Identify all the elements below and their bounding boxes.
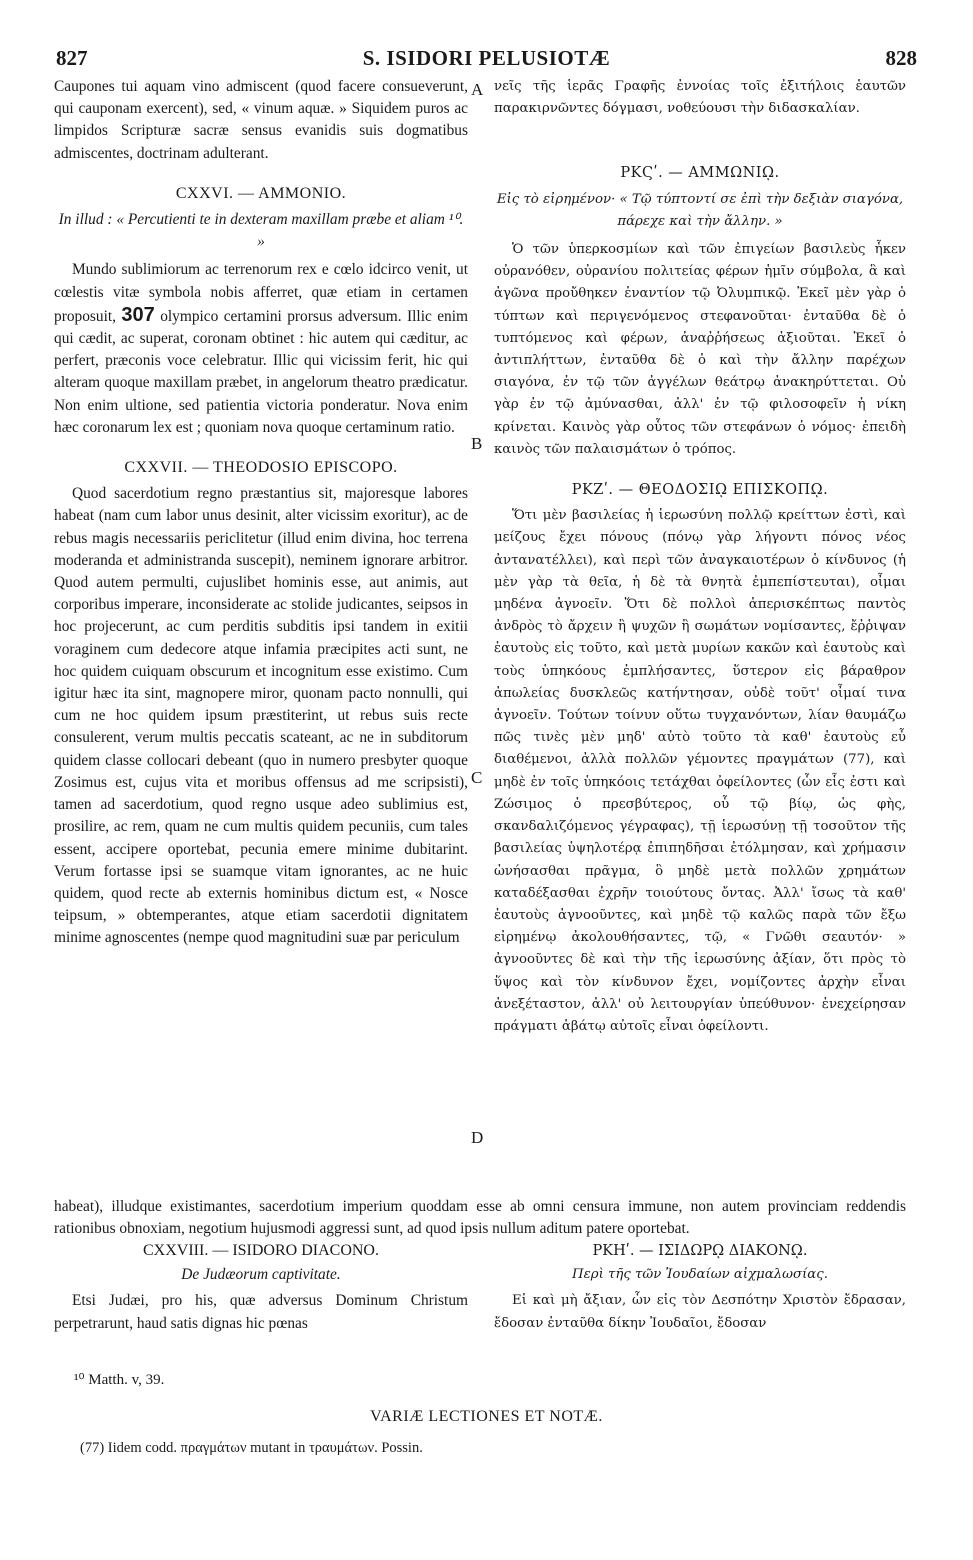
latin-paragraph-128: Etsi Judæi, pro his, quæ adversus Dominum Christum perpetrarunt, haud satis dignas hic pœnas xyxy=(54,1292,468,1332)
running-head xyxy=(56,46,917,72)
latin-heading-126: CXXVI. — AMMONIO. xyxy=(175,184,347,202)
full-width-paragraph: habeat), illudque existimantes, sacerdotium imperium quoddam esse ab omni censura immune, non autem provinciam reddendis rationibus obnoxiam, negotium hujusmodi aggressi sunt, ad quod ipsis nullum aditum patere oportebat. xyxy=(54,1198,906,1238)
varia-heading: VARIÆ LECTIONES ET NOTÆ. xyxy=(370,1408,603,1425)
latin-paragraph-126-part-b: olympico certamini prorsus adversum. Illic enim qui cædit, ac superat, coronam obtinet : hic autem qui cæditur, ac perfert, præconis voce celebratur. Illic qui vicissim ferit, hic qui alteram quoque maxillam præbet, in angelorum theatro prædicatur. Non enim ultione, sed patientia victoria ponderatur. Nova enim hæc coronarum lex est ; quoniam nova quoque certaminum ratio. xyxy=(54,307,468,436)
margin-letter-a: A xyxy=(471,80,484,99)
greek-column xyxy=(494,76,906,1194)
latin-column xyxy=(54,76,468,1194)
column-number-307: 307 xyxy=(121,303,155,326)
latin-letter-128 xyxy=(54,1240,468,1335)
latin-paragraph-126-part-a: Mundo sublimiorum ac terrenorum rex e cœlo idcirco venit, ut cœlestis vitæ symbola nobis afferret, quæ etiam in certamen proposuit, xyxy=(54,261,468,325)
latin-paragraph-126 xyxy=(54,259,468,439)
margin-letter-b: B xyxy=(471,434,483,453)
greek-paragraph-127: Ὅτι μὲν βασιλείας ἡ ἱερωσύνη πολλῷ κρείττων ἐστὶ, καὶ μείζους ἔχει πόνους (πόνῳ γὰρ λήγοντι πόνος νέος ἀντανατέλλει), καὶ περὶ τῶν ἀναγκαιοτέρων ὁ κίνδυνος (ἡ μὲν γὰρ τὰ θεῖα, ἡ δὲ τὰ θνητὰ ἐμπεπίστευται), οἶμαι μηδένα ἀγνοεῖν. Ὅτι δὲ πολλοὶ ἀπερισκέπτως παντὸς ἀνδρὸς τὸ ἄρχειν ἢ ψυχῶν ἢ σωμάτων νομίσαντες, ἔῤῥιψαν ἑαυτοὺς εἰς τοῦτο, καὶ μετὰ μυρίων κακῶν καὶ ἑαυτοὺς καὶ τοὺς ὑπηκόους ἐμπλήσαντες, ὕστερον εἰς βάραθρον ἀπωλείας δυσκλεῶς κατήντησαν, οὐδὲ τοῦτ' οἶμαί τινα ἀγνοεῖν. Τούτων τοίνυν οὕτω τυγχανόντων, λίαν θαυμάζω πῶς τινὲς μὲν μηδ' αὐτὸ τοῦτο τὰ καθ' ἑαυτοὺς εὖ διαθέμενοι, ἀλλὰ πολλῶν γέμοντες πραγμάτων (77), καὶ μηδὲ ἐν τοῖς ὑπηκόοις τετάχθαι ὀφείλοντες (ὧν εἷς ἐστι καὶ Ζώσιμος ὁ πρεσβύτερος, οὗ τῷ βίῳ, ὡς φὴς, σκανδαλιζόμενος γέγραφας), τῇ ἱερωσύνῃ τῇ τοσοῦτον τῆς βασιλείας ὑψηλοτέρᾳ ἐπιπηδῆσαι ἐτόλμησαν, καὶ χρήμασιν ὠνήσασθαι πρᾶγμα, ὃ μηδὲ μετὰ πολλῶν χρημάτων καταδέξασθαι ἐχρῆν τοιούτους ὄντας. Ἀλλ' ἴσως τὰ καθ' ἑαυτοὺς ἀγνοοῦντες, καὶ μηδὲ τῷ καλῶς παρὰ τῶν ἔξω εἰρημένῳ ἀκολουθήσαντες, τῷ, « Γνῶθι σεαυτόν· » ἀγνοοῦντες δὲ καὶ τὴν τῆς ἱερωσύνης ἀξίαν, ὅτι πρὸς τὸ ὕψος καὶ τὸν κίνδυνον ἔχει, νομίζοντες ἀρχὴν εἶναι ἀνεξέταστον, ἀλλ' οὐ λειτουργίαν ὑπεύθυνον· ἐνεχείρησαν πράγματι ἀβάτῳ αὐτοῖς εἶναι ὀφείλοντι. xyxy=(494,508,906,1034)
margin-letter-c: C xyxy=(471,768,483,787)
greek-subtitle-128: Περὶ τῆς τῶν Ἰουδαίων αἰχμαλωσίας. xyxy=(572,1267,828,1283)
footnote: ¹⁰ Matth. v, 39. xyxy=(74,1372,165,1388)
page-number-right: 828 xyxy=(885,46,917,70)
latin-heading-127: CXXVII. — THEODOSIO EPISCOPO. xyxy=(124,459,398,477)
greek-paragraph-128: Εἰ καὶ μὴ ἄξιαν, ὧν εἰς τὸν Δεσπότην Χριστὸν ἔδρασαν, ἔδοσαν ἐνταῦθα δίκην Ἰουδαῖοι, ἔδοσαν xyxy=(494,1293,906,1331)
greek-title-126: Εἰς τὸ εἰρημένον· « Τῷ τύπτοντί σε ἐπὶ τὴν δεξιὰν σιαγόνα, πάρεχε καὶ τὴν ἄλλην. » xyxy=(496,191,904,229)
greek-heading-127: ΡΚΖʹ. — ΘΕΟΔΟΣΙῼ ΕΠΙΣΚΟΠῼ. xyxy=(571,482,829,499)
greek-letter-128 xyxy=(494,1240,906,1335)
page-number-left: 827 xyxy=(56,46,88,70)
latin-paragraph-127: Quod sacerdotium regno præstantius sit, majoresque labores habeat (nam cum labor unus desinit, alter vicissim exoritur), ac de rebus magis necessariis periclitetur (illud enim divina, hoc terrena moderanda et administranda suscepit), neminem ignorare arbitror. Quod autem permulti, cujuslibet hominis esse, aut animis, aut corporibus imperare, inconsiderate ac stolide judicantes, seipsos in hoc projecerunt, ac cum perditis subditis ipsi tandem in exitii voraginem cum dedecore atque infamia præcipites acti sunt, ne hoc quidem cuiquam obscurum et incognitum esse existimo. Cum igitur hæc ita sint, magnopere miror, quonam pacto nonnulli, qui cum ne hoc quidem ipsum præstiterint, ut rebus suis recte consulerent, verum multis peccatis scateant, ac ne in subditorum quidem classe collocari debeant (quo in numero presbyter quoque Zosimus est, cujus vita et moribus offensus ad me scripsisti), tamen ad sacerdotium, quod regno usque adeo sublimius est, prosilire, ac rem, quam ne cum multis quidem pecuniis, cum tales essent, accipere oportebat, pecunia emere minime dubitarint. Verum fortasse ipsi se suamque vitam ignorantes, ac ne huic quidem, quod recte ab externis hominibus dictum est, « Nosce teipsum, » obtemperantes, atque etiam sacerdotii dignitatem minime agnoscentes (nempe quod magnitudini suæ par periculum xyxy=(54,485,468,947)
greek-heading-126: ΡΚϚʹ. — ΑΜΜΩΝΙῼ. xyxy=(620,165,780,182)
margin-letter-d: D xyxy=(471,1128,484,1147)
greek-heading-128: ΡΚΗʹ. — ΙΣΙΔΩΡῼ ΔΙΑΚΟΝῼ. xyxy=(592,1243,808,1259)
greek-intro-paragraph: νεῖς τῆς ἱερᾶς Γραφῆς ἐννοίας τοῖς ἐξιτήλοις ἑαυτῶν παρακιρνῶντες δόγμασι, νοθεύουσι τὴν διδασκαλίαν. xyxy=(494,79,906,117)
greek-paragraph-126: Ὁ τῶν ὑπερκοσμίων καὶ τῶν ἐπιγείων βασιλεὺς ἧκεν οὐρανόθεν, οὐρανίου πολιτείας φέρων ἡμῖν σύμβολα, ἃ καὶ ἀγῶνα προὔθηκεν ἐναντίον τῷ Ὀλυμπικῷ. Ἐκεῖ μὲν γὰρ ὁ τύπτων καὶ περιγενόμενος στεφανοῦται· ἐνταῦθα δὲ ὁ τυπτόμενος καὶ φέρων, ἀναῤῥήσεως ἀξιοῦται. Ἐκεῖ ὁ ἀντιπλήττων, ἐνταῦθα δὲ ὁ καὶ τὴν ἄλλην παρέχων σιαγόνα, ἐν τῷ τῶν ἀγγέλων θεάτρῳ ἀνακηρύττεται. Οὐ γὰρ ἐν τῷ ἀμύνασθαι, ἀλλ' ἐν τῷ φιλοσοφεῖν ἡ νίκη κρίνεται. Καινὸς γὰρ οὗτος τῶν στεφάνων ὁ νόμος· ἐπειδὴ καινὸς τῶν παλαισμάτων ὁ τρόπος. xyxy=(494,242,906,457)
running-title: S. ISIDORI PELUSIOTÆ xyxy=(362,46,611,70)
letter-128-section xyxy=(54,1240,906,1350)
latin-heading-128: CXXVIII. — ISIDORO DIACONO. xyxy=(143,1242,379,1259)
latin-intro-paragraph: Caupones tui aquam vino admiscent (quod facere consueverunt, qui cauponam exercent), sed, « vinum aquæ. » Siquidem puros ac limpidos Scripturæ sacræ sensus evanidis suis dogmatibus admiscentes, doctrinam adulterant. xyxy=(54,78,468,162)
note-77: (77) Iidem codd. πραγμάτων mutant in τραυμάτων. Possin. xyxy=(80,1440,423,1456)
latin-subtitle-128: De Judæorum captivitate. xyxy=(181,1266,341,1284)
latin-title-126: In illud : « Percutienti te in dexteram maxillam præbe et aliam ¹⁰. » xyxy=(58,211,464,251)
